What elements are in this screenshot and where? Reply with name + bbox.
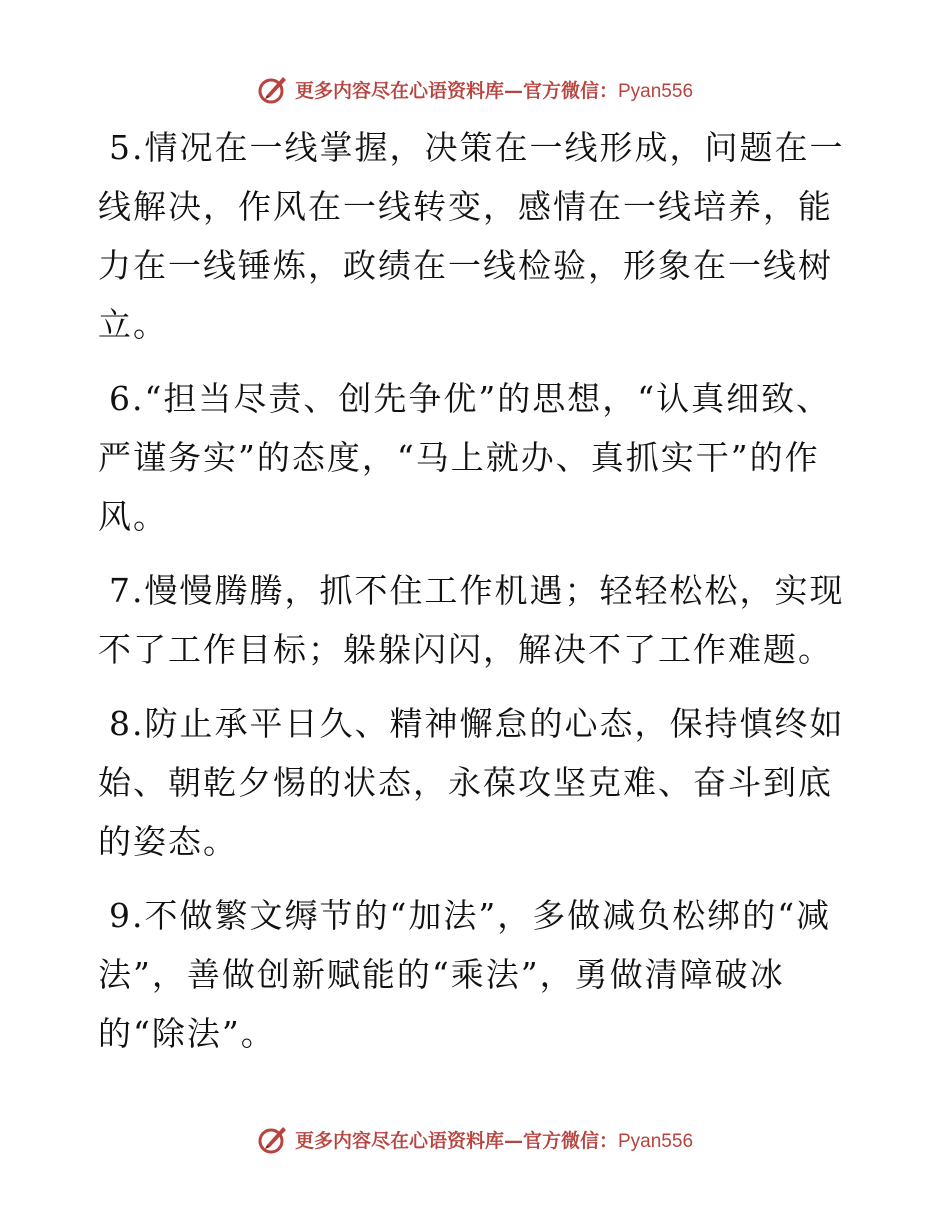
watermark-text: 更多内容尽在心语资料库—官方微信：Pyan556 bbox=[294, 1129, 694, 1152]
watermark-text: 更多内容尽在心语资料库—官方微信：Pyan556 bbox=[294, 79, 694, 102]
paragraph-9: 9.不做繁文缛节的“加法”，多做减负松绑的“减法”，善做创新赋能的“乘法”，勇做清障破冰的“除法”。 bbox=[98, 896, 832, 1053]
paragraph-7: 7.慢慢腾腾，抓不住工作机遇；轻轻松松，实现不了工作目标；躲躲闪闪，解决不了工作难题。 bbox=[98, 571, 845, 669]
paragraph-6: 6.“担当尽责、创先争优”的思想，“认真细致、严谨务实”的态度，“马上就办、真抓实干”的作风。 bbox=[98, 379, 832, 536]
document-body bbox=[98, 118, 858, 1078]
paragraph-5: 5.情况在一线掌握，决策在一线形成，问题在一线解决，作风在一线转变，感情在一线培养，能力在一线锤炼，政绩在一线检验，形象在一线树立。 bbox=[98, 128, 845, 344]
footer-watermark bbox=[0, 1122, 950, 1156]
quill-pen-circle-icon bbox=[257, 73, 289, 105]
header-watermark bbox=[0, 72, 950, 106]
quill-pen-circle-icon bbox=[257, 1123, 289, 1155]
paragraph-8: 8.防止承平日久、精神懈怠的心态，保持慎终如始、朝乾夕惕的状态，永葆攻坚克难、奋斗到底的姿态。 bbox=[98, 704, 845, 861]
